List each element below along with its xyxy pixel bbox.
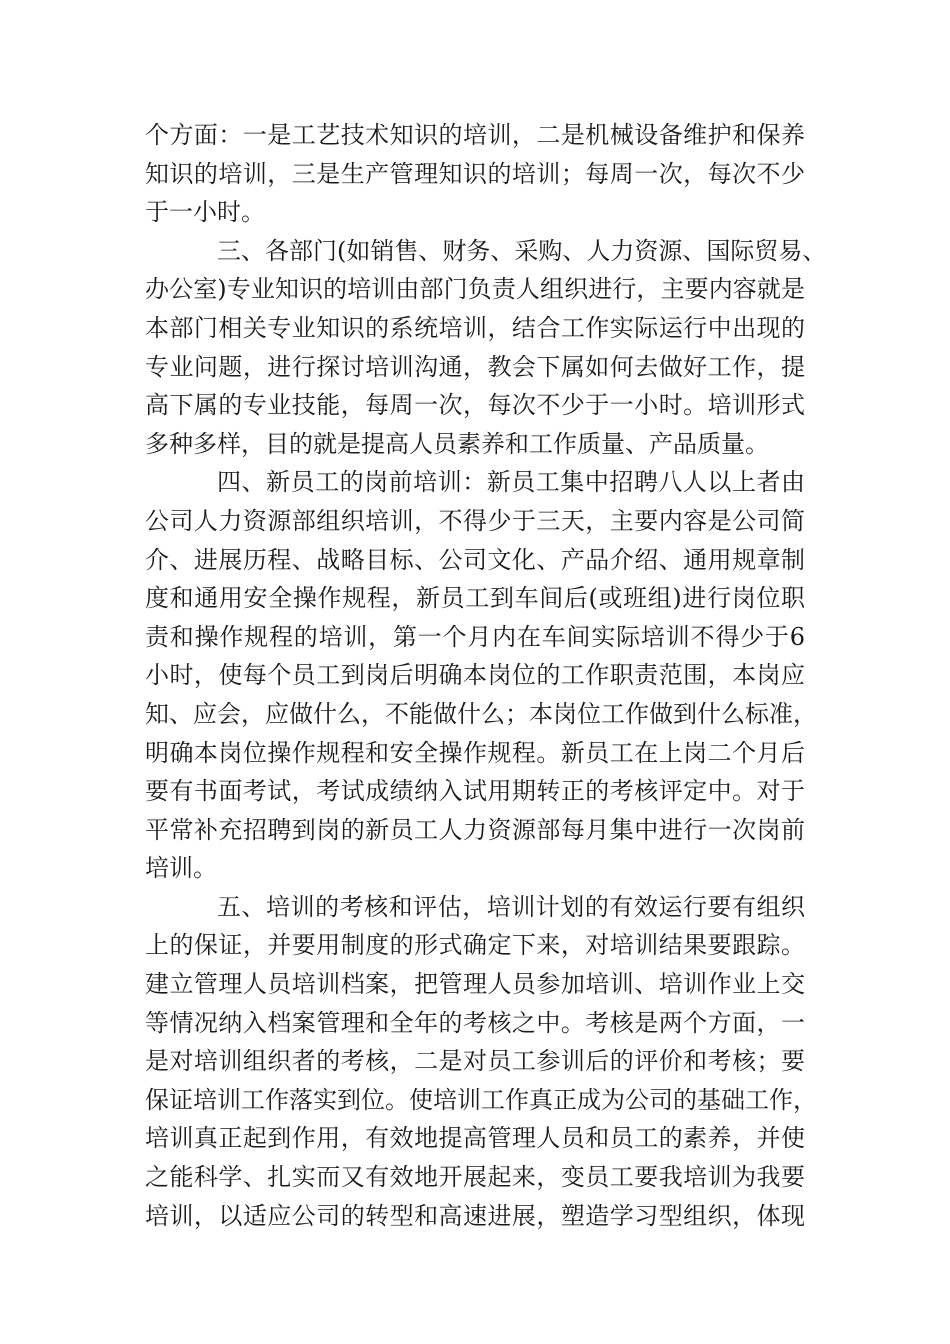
text-line: 于一小时。 [145,198,265,227]
text-line: 是对培训组织者的考核，二是对员工参训后的评价和考核；要 [145,1047,805,1076]
text-line: 培训，以适应公司的转型和高速进展，塑造学习型组织，体现 [145,1201,805,1230]
text-line: 专业问题，进行探讨培训沟通，教会下属如何去做好工作，提 [145,352,805,381]
text-line: 上的保证，并要用制度的形式确定下来，对培训结果要跟踪。 [145,931,805,960]
text-line: 介、进展历程、战略目标、公司文化、产品介绍、通用规章制 [145,545,805,574]
text-line: 培训真正起到作用，有效地提高管理人员和员工的素养，并使 [145,1124,805,1153]
text-line: 要有书面考试，考试成绩纳入试用期转正的考核评定中。对于 [145,777,805,806]
paragraph-start-line: 四、新员工的岗前培训：新员工集中招聘八人以上者由 [217,468,805,497]
text-line: 个方面：一是工艺技术知识的培训，二是机械设备维护和保养 [145,121,805,149]
text-line: 之能科学、扎实而又有效地开展起来，变员工要我培训为我要 [145,1163,805,1192]
text-line: 等情况纳入档案管理和全年的考核之中。考核是两个方面，一 [145,1008,805,1037]
text-line: 平常补充招聘到岗的新员工人力资源部每月集中进行一次岗前 [145,815,805,844]
text-line: 责和操作规程的培训，第一个月内在车间实际培训不得少于6 [145,622,805,651]
paragraph-start-line: 五、培训的考核和评估，培训计划的有效运行要有组织 [217,892,805,921]
text-line: 公司人力资源部组织培训，不得少于三天，主要内容是公司简 [145,506,805,535]
text-line: 本部门相关专业知识的系统培训，结合工作实际运行中出现的 [145,313,805,342]
document-body [145,116,827,1235]
text-line: 明确本岗位操作规程和安全操作规程。新员工在上岗二个月后 [145,738,805,767]
text-line: 建立管理人员培训档案，把管理人员参加培训、培训作业上交 [145,970,805,999]
text-line: 高下属的专业技能，每周一次，每次不少于一小时。培训形式 [145,391,805,420]
text-line: 知、应会，应做什么，不能做什么；本岗位工作做到什么标准， [145,699,817,728]
text-line: 知识的培训，三是生产管理知识的培训；每周一次，每次不少 [145,159,805,188]
text-line: 保证培训工作落实到位。使培训工作真正成为公司的基础工作， [145,1085,817,1114]
paragraph-start-line: 三、各部门(如销售、财务、采购、人力资源、国际贸易、 [217,236,827,265]
text-line: 小时，使每个员工到岗后明确本岗位的工作职责范围，本岗应 [145,661,805,690]
text-line: 度和通用安全操作规程，新员工到车间后(或班组)进行岗位职 [145,584,805,613]
text-line: 多种多样，目的就是提高人员素养和工作质量、产品质量。 [145,429,769,458]
text-line: 办公室)专业知识的培训由部门负责人组织进行，主要内容就是 [145,275,805,304]
text-line: 培训。 [145,854,217,883]
